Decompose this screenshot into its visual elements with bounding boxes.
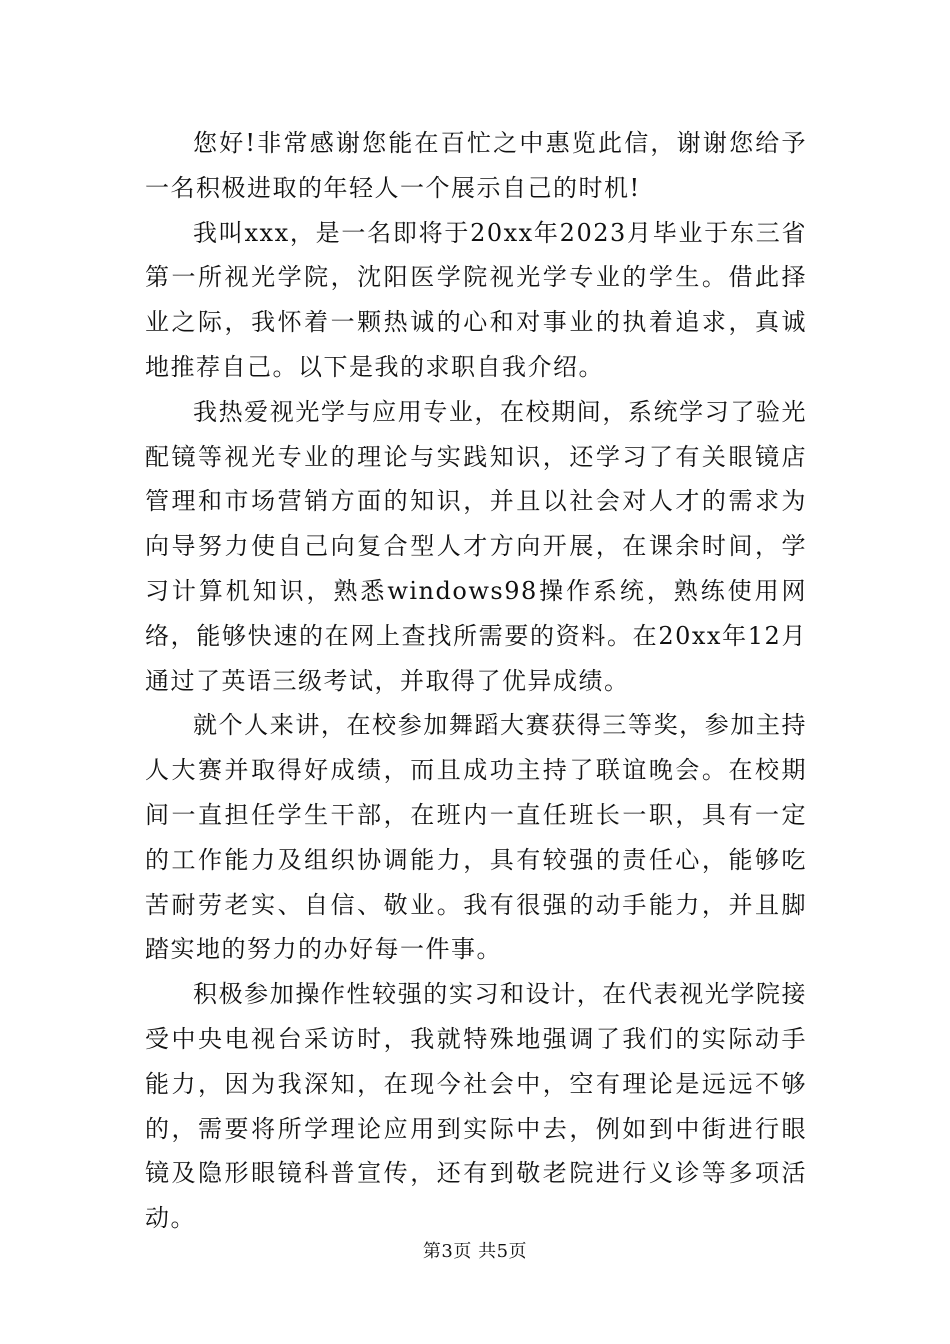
paragraph-studies: 我热爱视光学与应用专业，在校期间，系统学习了验光配镜等视光专业的理论与实践知识，还学习了有关眼镜店管理和市场营销方面的知识，并且以社会对人才的需求为向导努力使自己向复合型人才方向开展，在课余时间，学习计算机知识，熟悉windows98操作系统，熟练使用网络，能够快速的在网上查找所需要的资料。在20xx年12月通过了英语三级考试，并取得了优异成绩。 (145, 397, 807, 695)
paragraph-greeting: 您好!非常感谢您能在百忙之中惠览此信，谢谢您给予一名积极进取的年轻人一个展示自己的时机! (145, 129, 807, 202)
page-number-footer: 第3页 共5页 (422, 1241, 528, 1262)
paragraph-introduction: 我叫xxx，是一名即将于20xx年2023月毕业于东三省第一所视光学院，沈阳医学院视光学专业的学生。借此择业之际，我怀着一颗热诚的心和对事业的执着追求，真诚地推荐自己。以下是我的求职自我介绍。 (145, 218, 807, 381)
paragraph-personal: 就个人来讲，在校参加舞蹈大赛获得三等奖，参加主持人大赛并取得好成绩，而且成功主持了联谊晚会。在校期间一直担任学生干部，在班内一直任班长一职，具有一定的工作能力及组织协调能力，具有较强的责任心，能够吃苦耐劳老实、自信、敬业。我有很强的动手能力，并且脚踏实地的努力的办好每一件事。 (145, 711, 807, 964)
letter-body (145, 121, 807, 1241)
paragraph-practice: 积极参加操作性较强的实习和设计，在代表视光学院接受中央电视台采访时，我就特殊地强调了我们的实际动手能力，因为我深知，在现今社会中，空有理论是远远不够的，需要将所学理论应用到实际中去，例如到中街进行眼镜及隐形眼镜科普宣传，还有到敬老院进行义诊等多项活动。 (145, 980, 807, 1233)
